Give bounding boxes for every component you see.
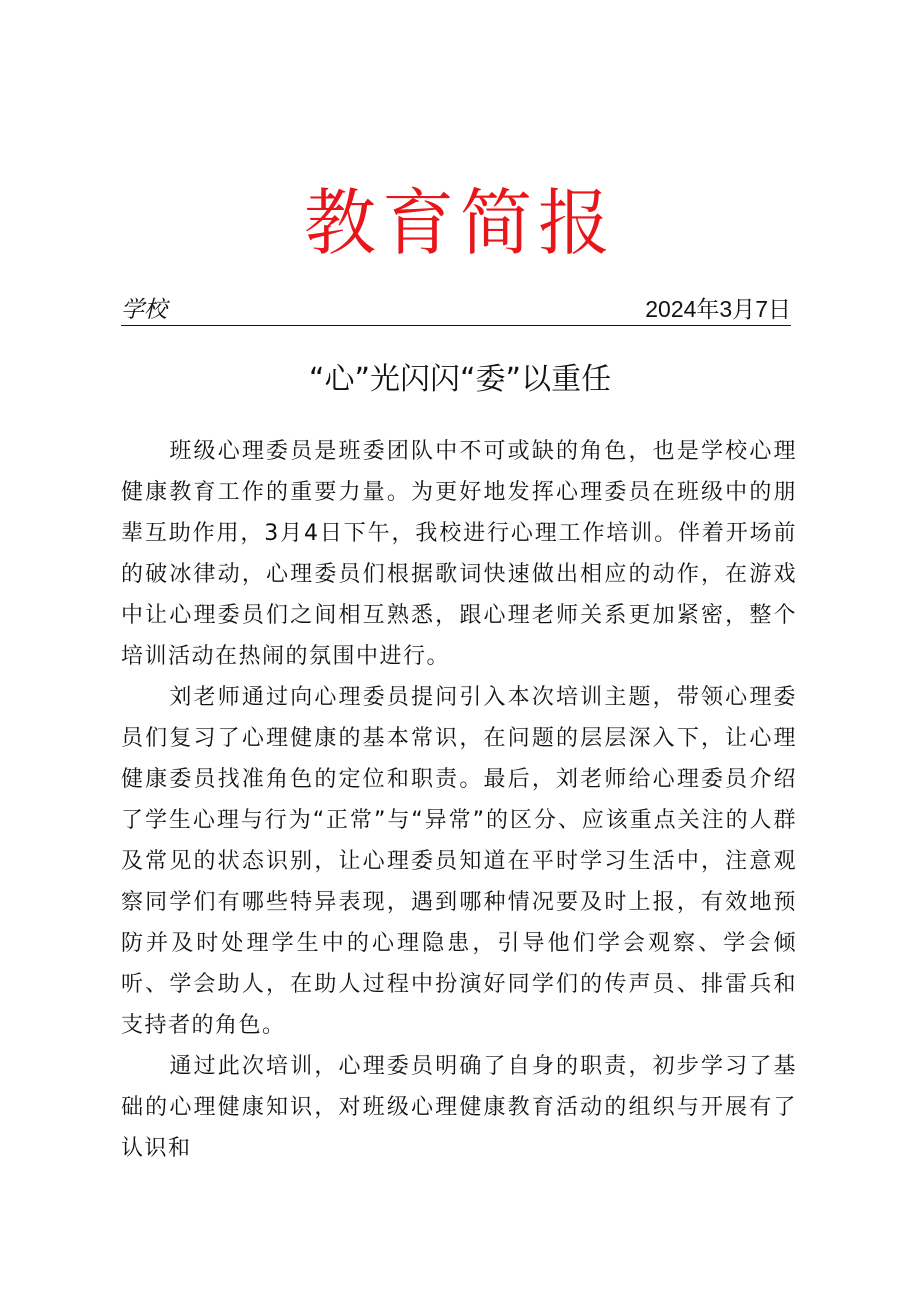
paragraph-3: 通过此次培训，心理委员明确了自身的职责，初步学习了基础的心理健康知识，对班级心理健康教育活动的组织与开展有了认识和 (121, 1054, 797, 1161)
article-body (121, 431, 797, 1169)
issue-date: 2024年3月7日 (645, 296, 791, 322)
paragraph-2: 刘老师通过向心理委员提问引入本次培训主题，带领心理委员们复习了心理健康的基本常识，在问题的层层深入下，让心理健康委员找准角色的定位和职责。最后，刘老师给心理委员介绍了学生心理与行为“正常”与“异常”的区分、应该重点关注的人群及常见的状态识别，让心理委员知道在平时学习生活中，注意观察同学们有哪些特异表现，遇到哪种情况要及时上报，有效地预防并及时处理学生中的心理隐患，引导他们学会观察、学会倾听、学会助人，在助人过程中扮演好同学们的传声员、排雷兵和支持者的角色。 (121, 685, 797, 1038)
paragraph-1: 班级心理委员是班委团队中不可或缺的角色，也是学校心理健康教育工作的重要力量。为更好地发挥心理委员在班级中的朋辈互助作用，3月4日下午，我校进行心理工作培训。伴着开场前的破冰律动，心理委员们根据歌词快速做出相应的动作，在游戏中让心理委员们之间相互熟悉，跟心理老师关系更加紧密，整个培训活动在热闹的氛围中进行。 (121, 439, 797, 669)
info-line (121, 293, 791, 326)
article-title: “心”光闪闪“委”以重任 (308, 362, 612, 397)
masthead-title: 教育简报 (303, 181, 616, 265)
school-label: 学校 (121, 296, 167, 322)
